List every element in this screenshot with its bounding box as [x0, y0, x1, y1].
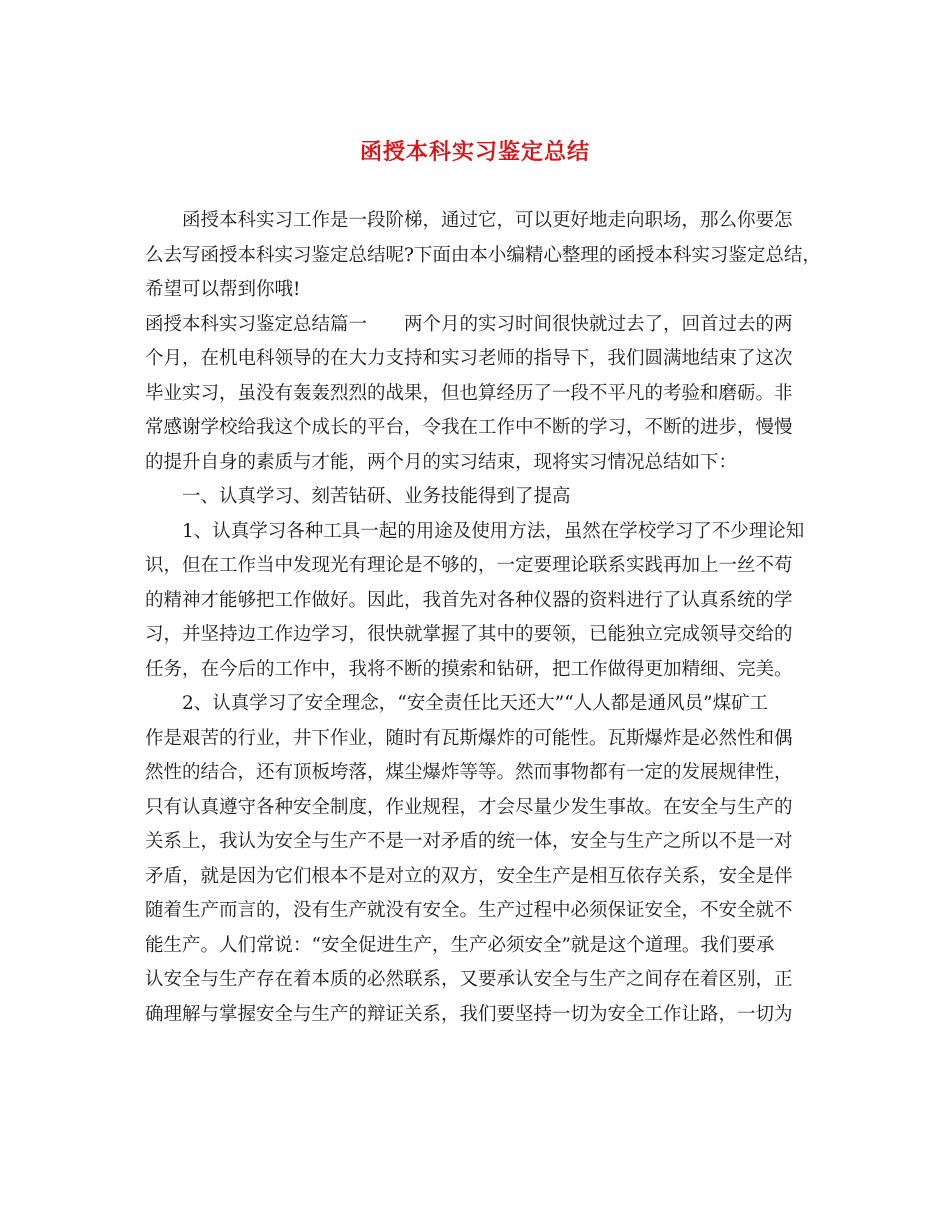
paragraph-line: 习，并坚持边工作边学习，很快就掌握了其中的要领，已能独立完成领导交给的	[145, 624, 793, 645]
paragraph-line: 随着生产而言的，没有生产就没有安全。生产过程中必须保证安全，不安全就不	[145, 900, 793, 921]
paragraph-line: 么去写函授本科实习鉴定总结呢?下面由本小编精心整理的函授本科实习鉴定总结，	[145, 244, 821, 266]
paragraph-line: 函授本科实习工作是一段阶梯，通过它，可以更好地走向职场，那么你要怎	[182, 210, 793, 231]
document-body	[145, 204, 821, 1032]
paragraph-line: 确理解与掌握安全与生产的辩证关系，我们要坚持一切为安全工作让路，一切为	[145, 1003, 793, 1025]
paragraph-line: 的提升自身的素质与才能，两个月的实习结束，现将实习情况总结如下：	[145, 451, 738, 473]
paragraph-line: 然性的结合，还有顶板垮落，煤尘爆炸等等。然而事物都有一定的发展规律性，	[145, 762, 793, 783]
paragraph-line: 关系上，我认为安全与生产不是一对矛盾的统一体，安全与生产之所以不是一对	[145, 831, 793, 852]
paragraph-line: 任务，在今后的工作中，我将不断的摸索和钻研，把工作做得更加精细、完美。	[145, 658, 793, 680]
paragraph-line: 个月，在机电科领导的在大力支持和实习老师的指导下，我们圆满地结束了这次	[145, 348, 793, 369]
paragraph-line: 常感谢学校给我这个成长的平台，令我在工作中不断的学习，不断的进步，慢慢	[145, 417, 793, 438]
paragraph-line: 只有认真遵守各种安全制度，作业规程，才会尽量少发生事故。在安全与生产的	[145, 796, 793, 818]
paragraph-line: 函授本科实习鉴定总结篇一 两个月的实习时间很快就过去了，回首过去的两	[145, 313, 793, 335]
paragraph-line: 希望可以帮到你哦!	[145, 279, 301, 300]
document-title: 函授本科实习鉴定总结	[359, 139, 590, 165]
paragraph-line: 1、认真学习各种工具一起的用途及使用方法，虽然在学校学习了不少理论知	[182, 520, 805, 542]
paragraph-line: 能生产。人们常说：“安全促进生产，生产必须安全”就是这个道理。我们要承	[145, 934, 775, 956]
paragraph-line: 的精神才能够把工作做好。因此，我首先对各种仪器的资料进行了认真系统的学	[145, 589, 793, 611]
paragraph-line: 2、认真学习了安全理念，“安全责任比天还大”“人人都是通风员”煤矿工	[182, 693, 769, 714]
section-heading: 一、认真学习、刻苦钻研、业务技能得到了提高	[182, 486, 571, 507]
paragraph-line: 矛盾，就是因为它们根本不是对立的双方，安全生产是相互依存关系，安全是伴	[145, 865, 793, 887]
paragraph-line: 认安全与生产存在着本质的必然联系，又要承认安全与生产之间存在着区别，正	[145, 969, 793, 990]
paragraph-line: 识，但在工作当中发现光有理论是不够的，一定要理论联系实践再加上一丝不苟	[145, 555, 793, 576]
paragraph-line: 毕业实习，虽没有轰轰烈烈的战果，但也算经历了一段不平凡的考验和磨砺。非	[145, 382, 793, 404]
paragraph-line: 作是艰苦的行业，井下作业，随时有瓦斯爆炸的可能性。瓦斯爆炸是必然性和偶	[145, 727, 793, 749]
